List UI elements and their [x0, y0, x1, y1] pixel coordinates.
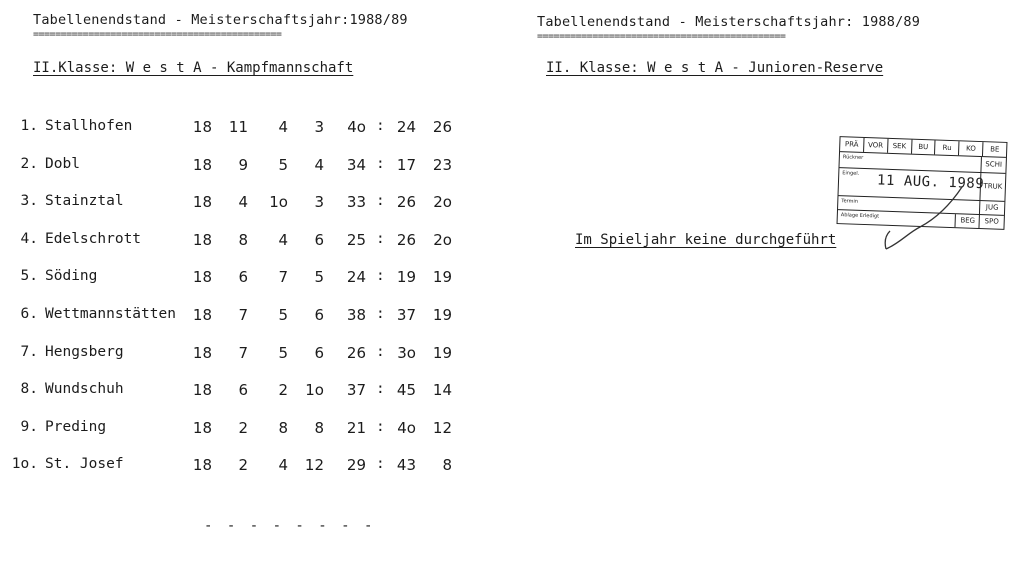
goals-for-cell: 33: [346, 193, 366, 212]
won-cell: 11: [228, 118, 248, 136]
team-name: Söding: [45, 268, 98, 285]
points-cell: 14: [432, 381, 452, 400]
rank-cell: 5.: [20, 268, 38, 285]
team-name: Preding: [45, 418, 107, 435]
stamp-date: 11 AUG. 1989: [876, 172, 985, 193]
table-row: [0, 231, 470, 251]
goals-for-cell: 37: [346, 381, 366, 400]
score-colon: :: [376, 456, 385, 473]
points-cell: 26: [432, 118, 452, 136]
drawn-cell: 1o: [269, 193, 288, 212]
stamp-row-label: Eingel.: [842, 170, 860, 177]
lost-cell: 5: [314, 268, 324, 287]
rank-cell: 4.: [20, 230, 38, 247]
lost-cell: 4: [314, 155, 324, 174]
goals-for-cell: 29: [346, 456, 366, 475]
stamp-row-label: Ablage Erledigt: [840, 212, 880, 220]
points-cell: 19: [432, 343, 452, 362]
won-cell: 9: [238, 155, 248, 174]
points-cell: 19: [432, 268, 452, 287]
team-name: Stainztal: [45, 193, 124, 210]
team-name: Dobl: [45, 155, 80, 172]
drawn-cell: 4: [278, 456, 288, 475]
team-name: St. Josef: [45, 456, 124, 473]
team-name: Wettmannstätten: [45, 306, 176, 322]
drawn-cell: 5: [278, 306, 288, 324]
won-cell: 8: [238, 230, 248, 249]
played-cell: 18: [192, 456, 212, 475]
drawn-cell: 8: [278, 418, 288, 437]
team-name: Wundschuh: [45, 381, 124, 398]
won-cell: 2: [238, 456, 248, 475]
table-row: [0, 419, 470, 439]
rank-cell: 1.: [20, 118, 38, 134]
points-cell: 12: [432, 418, 452, 437]
goals-against-cell: 45: [396, 381, 416, 400]
goals-for-cell: 34: [346, 155, 366, 174]
team-name: Edelschrott: [45, 230, 142, 247]
score-colon: :: [376, 418, 385, 435]
stamp-header-cell: KO: [959, 141, 983, 156]
rank-cell: 3.: [20, 193, 38, 210]
stamp-row-cell: SCHI: [980, 157, 1006, 173]
points-cell: 8: [442, 456, 452, 475]
team-name: Hengsberg: [45, 343, 124, 360]
drawn-cell: 5: [278, 155, 288, 174]
table-row: [0, 156, 470, 176]
rank-cell: 9.: [20, 418, 38, 435]
points-cell: 19: [432, 306, 452, 324]
won-cell: 7: [238, 343, 248, 362]
lost-cell: 6: [314, 306, 324, 324]
lost-cell: 1o: [305, 381, 324, 400]
lost-cell: 3: [314, 118, 324, 136]
stamp-row-label: Termin: [841, 198, 859, 205]
table-row: [0, 344, 470, 364]
points-cell: 2o: [433, 230, 452, 249]
stamp-header-cell: Ru: [935, 140, 959, 155]
goals-for-cell: 4o: [347, 118, 366, 136]
won-cell: 2: [238, 418, 248, 437]
table-row: [0, 381, 470, 401]
stamp-header-cell: VOR: [864, 138, 888, 153]
stamp-header-cell: BU: [912, 140, 936, 155]
table-row: [0, 268, 470, 288]
played-cell: 18: [192, 193, 212, 212]
played-cell: 18: [192, 268, 212, 287]
won-cell: 6: [238, 381, 248, 400]
score-colon: :: [376, 268, 385, 285]
points-cell: 23: [432, 155, 452, 174]
stamp-row-cell: TRUK: [979, 173, 1005, 201]
rank-cell: 7.: [20, 343, 38, 360]
won-cell: 6: [238, 268, 248, 287]
won-cell: 4: [238, 193, 248, 212]
left-title: Tabellenendstand - Meisterschaftsjahr:1988/89: [33, 12, 408, 28]
table-row: [0, 118, 470, 138]
standings-table: [0, 118, 470, 488]
stamp-header-cell: PRÄ: [840, 137, 864, 152]
drawn-cell: 2: [278, 381, 288, 400]
goals-against-cell: 24: [396, 118, 416, 136]
goals-against-cell: 43: [396, 456, 416, 475]
played-cell: 18: [192, 118, 212, 136]
drawn-cell: 5: [278, 343, 288, 362]
lost-cell: 6: [314, 230, 324, 249]
goals-for-cell: 38: [346, 306, 366, 324]
goals-for-cell: 24: [346, 268, 366, 287]
score-colon: :: [376, 155, 385, 172]
goals-against-cell: 3o: [397, 343, 416, 362]
goals-against-cell: 4o: [397, 418, 416, 437]
played-cell: 18: [192, 418, 212, 437]
goals-against-cell: 26: [396, 193, 416, 212]
end-dashes: - - - - - - - -: [204, 518, 376, 534]
stamp-header-cell: SEK: [888, 139, 912, 154]
goals-against-cell: 37: [396, 306, 416, 324]
played-cell: 18: [192, 155, 212, 174]
rank-cell: 6.: [20, 306, 38, 322]
right-title-rule: =============================================: [537, 31, 786, 42]
score-colon: :: [376, 230, 385, 247]
lost-cell: 6: [314, 343, 324, 362]
no-games-note: Im Spieljahr keine durchgeführt: [575, 232, 837, 248]
stamp-row-cell: JUG: [979, 201, 1004, 215]
goals-against-cell: 19: [396, 268, 416, 287]
goals-for-cell: 25: [346, 230, 366, 249]
checkmark-stroke: [880, 175, 970, 255]
stamp-row-cell: SPO: [978, 215, 1003, 229]
played-cell: 18: [192, 343, 212, 362]
team-name: Stallhofen: [45, 118, 133, 134]
score-colon: :: [376, 118, 385, 134]
score-colon: :: [376, 381, 385, 398]
played-cell: 18: [192, 381, 212, 400]
rank-cell: 1o.: [11, 456, 38, 473]
right-subtitle: II. Klasse: W e s t A - Junioren-Reserve: [546, 60, 884, 76]
lost-cell: 12: [304, 456, 324, 475]
left-title-rule: =============================================: [33, 29, 282, 40]
table-row: [0, 306, 470, 326]
stamp-header-cell: BE: [990, 145, 1000, 154]
lost-cell: 8: [314, 418, 324, 437]
won-cell: 7: [238, 306, 248, 324]
drawn-cell: 7: [278, 268, 288, 287]
stamp-row-label: Rückner: [842, 154, 864, 161]
goals-against-cell: 26: [396, 230, 416, 249]
table-row: [0, 193, 470, 213]
right-title: Tabellenendstand - Meisterschaftsjahr: 1988/89: [537, 14, 921, 30]
rank-cell: 2.: [20, 155, 38, 172]
table-row: [0, 456, 470, 476]
stamp-beg-cell: BEG: [954, 214, 979, 228]
score-colon: :: [376, 343, 385, 360]
drawn-cell: 4: [278, 230, 288, 249]
points-cell: 2o: [433, 193, 452, 212]
goals-for-cell: 26: [346, 343, 366, 362]
score-colon: :: [376, 306, 385, 322]
lost-cell: 3: [314, 193, 324, 212]
goals-against-cell: 17: [396, 155, 416, 174]
score-colon: :: [376, 193, 385, 210]
played-cell: 18: [192, 306, 212, 324]
drawn-cell: 4: [278, 118, 288, 136]
played-cell: 18: [192, 230, 212, 249]
goals-for-cell: 21: [346, 418, 366, 437]
rank-cell: 8.: [20, 381, 38, 398]
left-subtitle: II.Klasse: W e s t A - Kampfmannschaft: [33, 60, 354, 76]
